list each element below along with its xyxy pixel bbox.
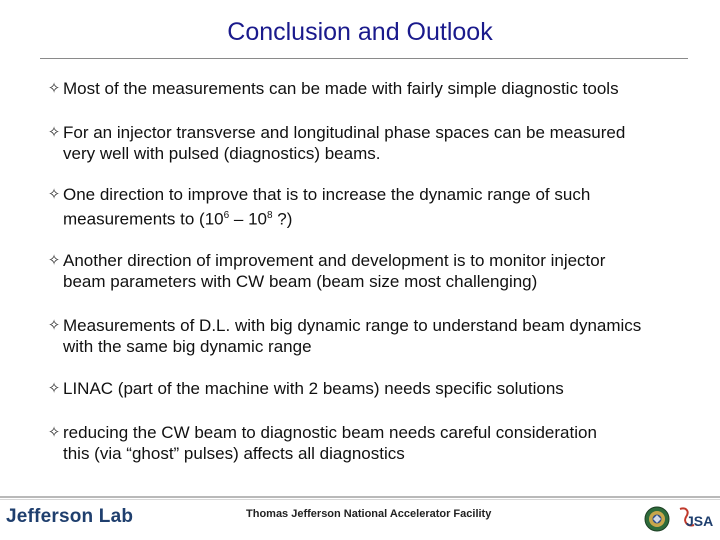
range-text: measurements to (10 — [63, 209, 224, 229]
bullet-diamond-icon: ✧ — [47, 380, 61, 397]
facility-name: Thomas Jefferson National Accelerator Facility — [246, 508, 492, 520]
range-text: ?) — [272, 209, 293, 229]
bullet-item — [46, 78, 706, 99]
title-divider — [40, 58, 688, 59]
bullet-diamond-icon: ✧ — [47, 124, 61, 141]
slide-title: Conclusion and Outlook — [227, 18, 493, 46]
doe-seal-icon — [644, 506, 670, 532]
bullet-text: One direction to improve that is to increase the dynamic range of such — [63, 185, 591, 204]
jsa-logo-icon — [676, 505, 716, 533]
jsa-text: JSA — [686, 513, 714, 529]
logo-text: Jefferson Lab — [6, 506, 134, 527]
jefferson-lab-logo — [6, 506, 133, 528]
bullet-text: beam parameters with CW beam (beam size most challenging) — [63, 272, 538, 291]
bullet-text: For an injector transverse and longitudinal phase spaces can be measured — [63, 123, 626, 142]
bullet-item — [46, 422, 706, 464]
bullet-item — [46, 184, 706, 230]
bullet-diamond-icon: ✧ — [47, 80, 61, 97]
bullet-diamond-icon: ✧ — [47, 317, 61, 334]
bullet-text — [63, 205, 706, 230]
bullet-text: Another direction of improvement and development is to monitor injector — [63, 251, 606, 270]
exponent: 6 — [223, 210, 230, 221]
bullet-text: with the same big dynamic range — [63, 337, 312, 356]
bullet-diamond-icon: ✧ — [47, 424, 61, 441]
bullet-text: very well with pulsed (diagnostics) beams. — [63, 144, 381, 163]
bullet-text: Most of the measurements can be made with fairly simple diagnostic tools — [63, 79, 619, 98]
bullet-text: this (via “ghost” pulses) affects all diagnostics — [63, 444, 405, 463]
footer-divider — [0, 496, 720, 498]
footer-divider — [0, 499, 720, 500]
bullet-item — [46, 315, 706, 357]
bullet-item — [46, 250, 706, 292]
bullet-text: LINAC (part of the machine with 2 beams) needs specific solutions — [63, 379, 564, 398]
bullet-diamond-icon: ✧ — [47, 186, 61, 203]
bullet-diamond-icon: ✧ — [47, 252, 61, 269]
bullet-text: reducing the CW beam to diagnostic beam needs careful consideration — [63, 423, 597, 442]
exponent: 8 — [267, 210, 273, 221]
bullet-item — [46, 122, 706, 164]
bullet-item — [46, 378, 706, 399]
range-text: – 10 — [229, 209, 268, 229]
bullet-text: Measurements of D.L. with big dynamic range to understand beam dynamics — [63, 316, 642, 335]
